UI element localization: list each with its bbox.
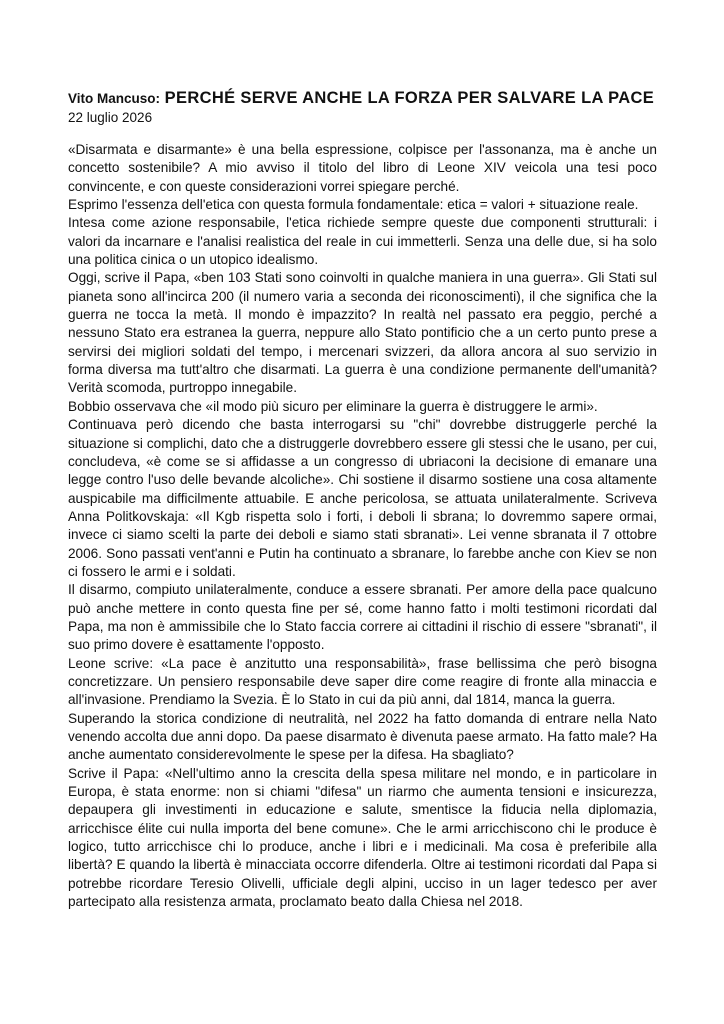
paragraph: Intesa come azione responsabile, l'etica richiede sempre queste due componenti strutturali: i valori da incarnare e l'analisi realistica del reale in cui immetterli. Senza una delle due, si ha solo una politica cinica o un utopico idealismo. bbox=[68, 215, 657, 268]
paragraph: «Disarmata e disarmante» è una bella espressione, colpisce per l'assonanza, ma è anche un concetto sostenibile? A mio avviso il titolo del libro di Leone XIV veicola una tesi poco convincente, e con queste considerazioni vorrei spiegare perché. bbox=[68, 142, 657, 194]
author-name: Vito Mancuso: bbox=[68, 91, 161, 106]
article-date: 22 luglio 2026 bbox=[68, 110, 153, 125]
article-body bbox=[68, 141, 657, 911]
article-heading bbox=[68, 88, 657, 109]
paragraph: Scrive il Papa: «Nell'ultimo anno la crescita della spesa militare nel mondo, e in particolare in Europa, è stata enorme: non si chiami "difesa" un riarmo che aumenta tensioni e insicurezza, depaupera gli investimenti in educazione e salute, smentisce la fiducia nella diplomazia, arricchisce élite cui nulla importa del bene comune». Che le armi arricchiscono chi le produce è logico, tutto arricchisce chi lo produce, anche i libri e i medicinali. Ma cosa è preferibile alla libertà? E quando la libertà è minacciata occorre difenderla. Oltre ai testimoni ricordati dal Papa si potrebbe ricordare Teresio Olivelli, ufficiale degli alpini, ucciso in un lager tedesco per aver partecipato alla resistenza armata, proclamato beato dalla Chiesa nel 2018. bbox=[68, 765, 657, 910]
paragraph: Superando la storica condizione di neutralità, nel 2022 ha fatto domanda di entrare nella Nato venendo accolta due anni dopo. Da paese disarmato è divenuta paese armato. Ha fatto male? Ha anche aumentato considerevolmente le spese per la difesa. Ha sbagliato? bbox=[68, 710, 657, 763]
paragraph: Continuava però dicendo che basta interrogarsi su "chi" dovrebbe distruggerle perché la situazione si complichi, dato che a distruggerle dovrebbero essere gli stessi che le usano, per cui, concludeva, «è come se si affidasse a un congresso di ubriaconi la decisione di emanare una legge contro l'uso delle bevande alcoliche». Chi sostiene il disarmo sostiene una cosa altamente auspicabile ma difficilmente attuabile. E anche pericolosa, se attuata unilateralmente. Scriveva Anna Politkovskaja: «Il Kgb rispetta solo i forti, i deboli li sbrana; lo dovremmo sapere ormai, invece ci siamo scelti la parte dei deboli e siamo stati sbranati». Lei venne sbranata il 7 ottobre 2006. Sono passati vent'anni e Putin ha continuato a sbranare, lo farebbe anche con Kiev se non ci fossero le armi e i soldati. bbox=[68, 417, 657, 579]
paragraph: Leone scrive: «La pace è anzitutto una responsabilità», frase bellissima che però bisogna concretizzare. Un pensiero responsabile deve saper dire come reagire di fronte alla minaccia e all'invasione. Prendiamo la Svezia. È lo Stato in cui da più anni, dal 1814, manca la guerra. bbox=[68, 655, 657, 708]
paragraph: Esprimo l'essenza dell'etica con questa formula fondamentale: etica = valori + situazione reale. bbox=[68, 197, 639, 213]
article-title: PERCHÉ SERVE ANCHE LA FORZA PER SALVARE LA PACE bbox=[164, 89, 655, 107]
paragraph: Oggi, scrive il Papa, «ben 103 Stati sono coinvolti in qualche maniera in una guerra». Gli Stati sul pianeta sono all'incirca 200 (il numero varia a seconda dei riconoscimenti), il che significa che la guerra ne tocca la metà. Il mondo è impazzito? In realtà nel passato era peggio, perché a nessuno Stato era estranea la guerra, neppure allo Stato pontificio che a un certo punto prese a servirsi dei migliori soldati del tempo, i mercenari svizzeri, da allora ancora al suo servizio in forma diversa ma tutt'altro che disarmati. La guerra è una condizione permanente dell'umanità? Verità scomoda, purtroppo innegabile. bbox=[68, 270, 657, 396]
document-page bbox=[68, 88, 657, 911]
paragraph: Il disarmo, compiuto unilateralmente, conduce a essere sbranati. Per amore della pace qualcuno può anche mettere in conto questa fine per sé, come hanno fatto i molti testimoni ricordati dal Papa, ma non è ammissibile che lo Stato faccia correre ai cittadini il rischio di essere "sbranati", il suo primo dovere è esattamente l'opposto. bbox=[68, 582, 657, 653]
paragraph: Bobbio osservava che «il modo più sicuro per eliminare la guerra è distruggere le armi». bbox=[68, 398, 598, 414]
